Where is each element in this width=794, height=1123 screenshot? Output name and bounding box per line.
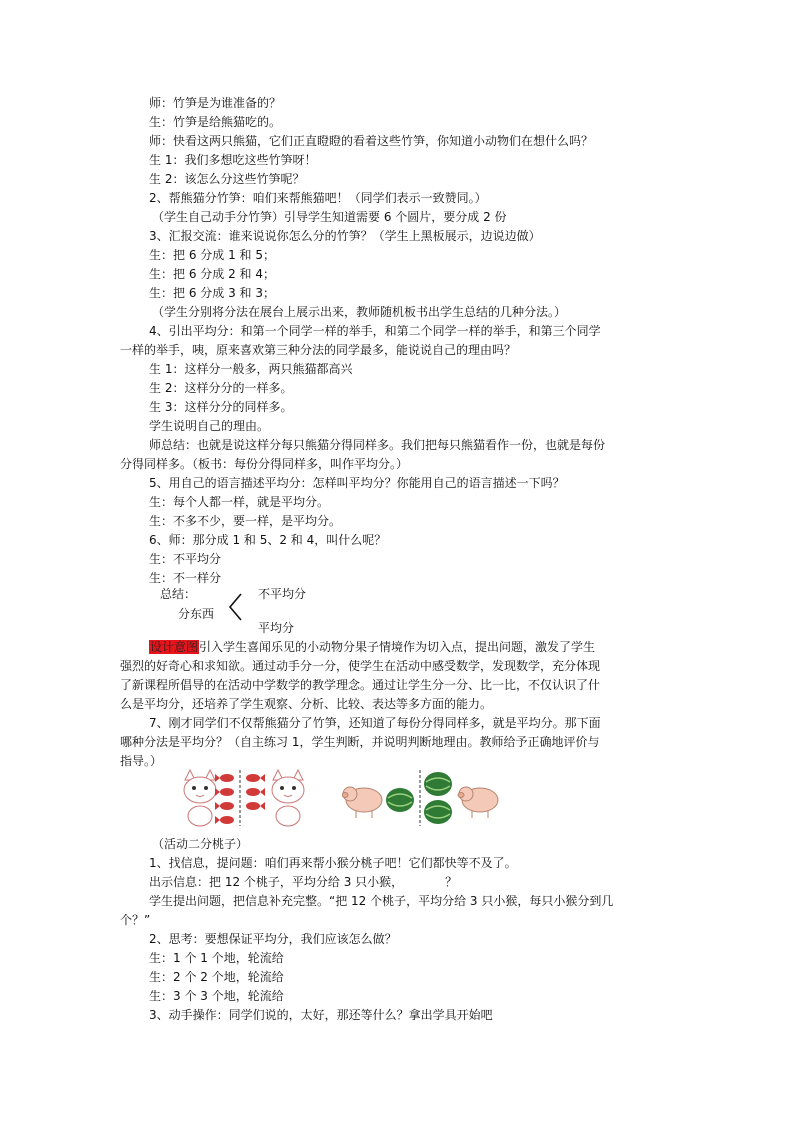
pig-icon — [342, 787, 382, 818]
text-line: 生：1 个 1 个地，轮流给 — [149, 951, 284, 965]
text-line: 生：2 个 2 个地，轮流给 — [149, 970, 284, 984]
text-line: 一样的举手，咦，原来喜欢第三种分法的同学最多，能说说自己的理由吗？ — [120, 343, 517, 357]
text-line: 师：快看这两只熊猫，它们正直瞪瞪的看着这些竹笋，你知道小动物们在想什么吗？ — [149, 134, 594, 148]
text-line: 生 2：该怎么分这些竹笋呢？ — [149, 172, 305, 186]
text-line: 生：每个人都一样，就是平均分。 — [149, 495, 330, 509]
text-line: 生 1：我们多想吃这些竹笋呀！ — [149, 153, 317, 167]
design-intent-tag: 设计意图 — [150, 640, 199, 654]
watermelon-icon — [424, 772, 452, 824]
text-line: 学生说明自己的理由。 — [149, 419, 270, 433]
text-line: 强烈的好奇心和求知欲。通过动手分一分，使学生在活动中感受数学，发现数学，充分体现 — [120, 659, 601, 673]
pigs-watermelons-illustration — [342, 768, 502, 828]
text-line: 哪种分法是平均分？（自主练习 1，学生判断，并说明判断地理由。教师给予正确地评价与 — [120, 735, 600, 749]
text-line: 5、用自己的语言描述平均分：怎样叫平均分？你能用自己的语言描述一下吗？ — [149, 476, 565, 490]
text-line: 生：把 6 分成 2 和 4； — [149, 267, 275, 281]
bracket-icon — [226, 592, 246, 622]
text-line: （活动二分桃子） — [152, 837, 249, 851]
watermelon-icon — [386, 788, 414, 812]
text-line: 1、找信息，提问题：咱们再来帮小猴分桃子吧！它们都快等不及了。 — [149, 856, 517, 870]
text-line: 生：不一样分 — [149, 571, 222, 585]
text-line: 了新课程所倡导的在活动中学数学的教学理念。通过让学生分一分、比一比，不仅认识了什 — [120, 678, 601, 692]
text-line: 师：竹笋是为谁准备的？ — [149, 96, 282, 110]
fish-icon — [246, 774, 265, 810]
fish-icon — [215, 774, 234, 824]
text-line: 生 1：这样分一般多，两只熊猫都高兴 — [149, 362, 353, 376]
text-line: 学生提出问题，把信息补充完整。“把 12 个桃子，平均分给 3 只小猴，每只小猴分到几 — [149, 894, 614, 908]
summary-branch-bottom: 平均分 — [258, 621, 295, 635]
text-line: 3、汇报交流：谁来说说你怎么分的竹笋？（学生上黑板展示，边说边做） — [149, 229, 541, 243]
cat-icon — [184, 770, 216, 826]
text-line: 生：不多不少，要一样，是平均分。 — [149, 514, 342, 528]
text-line: 生：把 6 分成 3 和 3； — [149, 286, 275, 300]
text-line: （学生分别将分法在展台上展示出来，教师随机板书出学生总结的几种分法。） — [152, 305, 567, 319]
text-line: 6、师：那分成 1 和 5、2 和 4，叫什么呢？ — [149, 533, 387, 547]
text-line: 分得同样多。（板书：每份分得同样多，叫作平均分。） — [120, 457, 409, 471]
cat-icon — [272, 770, 304, 826]
text-line: 生：把 6 分成 1 和 5； — [149, 248, 275, 262]
text-line: 生：不平均分 — [149, 552, 222, 566]
text-line: 生：竹笋是给熊猫吃的。 — [149, 115, 282, 129]
cats-fish-illustration — [180, 768, 310, 828]
text-line: 生：3 个 3 个地，轮流给 — [149, 989, 284, 1003]
text-line: 出示信息：把 12 个桃子，平均分给 3 只小猴， ？ — [149, 875, 458, 889]
text-line: 生 2：这样分分的一样多。 — [149, 381, 293, 395]
text-line: （学生自己动手分竹笋）引导学生知道需要 6 个圆片，要分成 2 份 — [152, 210, 507, 224]
text-line: 个？” — [120, 913, 151, 927]
text-line: 师总结：也就是说这样分每只熊猫分得同样多。我们把每只熊猫看作一份，也就是每份 — [149, 438, 606, 452]
summary-label: 总结： — [160, 587, 197, 601]
design-intent-line: 设计意图引入学生喜闻乐见的小动物分果子情境作为切入点，提出问题，激发了学生 — [150, 640, 596, 654]
text-line: 生 3：这样分分的同样多。 — [149, 400, 293, 414]
text-line: 7、刚才同学们不仅帮熊猫分了竹笋，还知道了每份分得同样多，就是平均分。那下面 — [149, 716, 601, 730]
text-line: 2、思考：要想保证平均分，我们应该怎么做？ — [149, 932, 397, 946]
summary-branch-top: 不平均分 — [258, 587, 307, 601]
text-line: 么是平均分，还培养了学生观察、分析、比较、表达等多方面的能力。 — [120, 697, 493, 711]
text-line: 4、引出平均分：和第一个同学一样的举手，和第二个同学一样的举手，和第三个同学 — [149, 324, 601, 338]
summary-root: 分东西 — [178, 607, 215, 621]
text-line: 2、帮熊猫分竹笋：咱们来帮熊猫吧！（同学们表示一致赞同。） — [149, 191, 487, 205]
text-line: 3、动手操作：同学们说的，太好，那还等什么？拿出学具开始吧 — [149, 1008, 493, 1022]
text-line: 指导。） — [120, 754, 163, 768]
pig-icon — [458, 787, 498, 818]
